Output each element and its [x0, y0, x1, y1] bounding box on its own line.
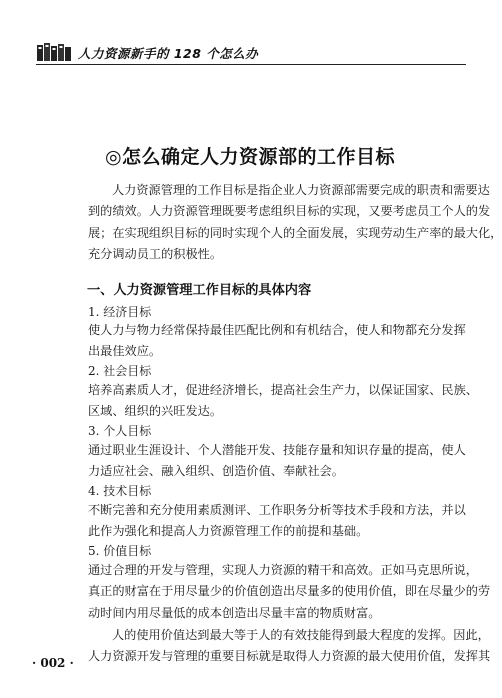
- text-line: 到的绩效。人力资源管理既要考虑组织目标的实现，又要考虑员工个人的发: [88, 204, 491, 219]
- text-line: 区域、组织的兴旺发达。: [88, 404, 223, 419]
- text-line: 充分调动员工的积极性。: [88, 246, 223, 261]
- text-line: 此作为强化和提高人力资源管理工作的前提和基础。: [88, 524, 369, 539]
- text-line: 人力资源管理的工作目标是指企业人力资源部需要完成的职责和需要达: [112, 183, 490, 197]
- goal-label: 3. 个人目标: [88, 424, 152, 438]
- text-line: 出最佳效应。: [88, 344, 162, 359]
- book-stack-icon: [36, 42, 72, 62]
- running-header: [36, 42, 466, 64]
- goal-paragraph: [88, 440, 466, 483]
- text-line: 不断完善和充分使用素质测评、工作职务分析等技术手段和方法，并以: [88, 503, 466, 517]
- text-line: 通过职业生涯设计、个人潜能开发、技能存量和知识存量的提高，使人: [88, 443, 466, 457]
- page-number: · 002 ·: [32, 656, 74, 670]
- goal-label: 4. 技术目标: [88, 484, 152, 498]
- goal-label: 1. 经济目标: [88, 305, 152, 319]
- text-line: 真正的财富在于用尽量少的价值创造出尽量多的使用价值，即在尽量少的劳: [88, 584, 491, 599]
- goal-paragraph: [88, 380, 478, 423]
- goal-label: 5. 价值目标: [88, 544, 152, 558]
- text-line: 通过合理的开发与管理，实现人力资源的精干和高效。正如马克思所说，: [88, 563, 478, 577]
- text-line: 力适应社会、融入组织、创造价值、奉献社会。: [88, 464, 344, 479]
- running-title: 人力资源新手的 128 个怎么办: [78, 46, 259, 61]
- text-line: 人力资源开发与管理的重要目标就是取得人力资源的最大使用价值，发挥其: [88, 649, 491, 664]
- text-line: 人的使用价值达到最大等于人的有效技能得到最大程度的发挥。因此，: [112, 628, 490, 642]
- closing-paragraph: [88, 625, 491, 668]
- text-line: 动时间内用尽量低的成本创造出尽量丰富的物质财富。: [88, 605, 381, 620]
- intro-paragraph: [88, 180, 502, 265]
- goal-paragraph: [88, 560, 491, 624]
- section-heading: 一、人力资源管理工作目标的具体内容: [87, 283, 312, 298]
- goal-paragraph: [88, 320, 466, 363]
- text-line: 展；在实现组织目标的同时实现个人的全面发展，实现劳动生产率的最大化，: [88, 225, 502, 240]
- goal-label: 2. 社会目标: [88, 364, 152, 378]
- page-title: ◎怎么确定人力资源部的工作目标: [104, 146, 396, 168]
- text-line: 使人力与物力经常保持最佳匹配比例和有机结合，使人和物都充分发挥: [88, 323, 466, 337]
- goal-paragraph: [88, 500, 466, 543]
- header-rule: [36, 64, 466, 65]
- text-line: 培养高素质人才，促进经济增长，提高社会生产力，以保证国家、民族、: [88, 383, 478, 397]
